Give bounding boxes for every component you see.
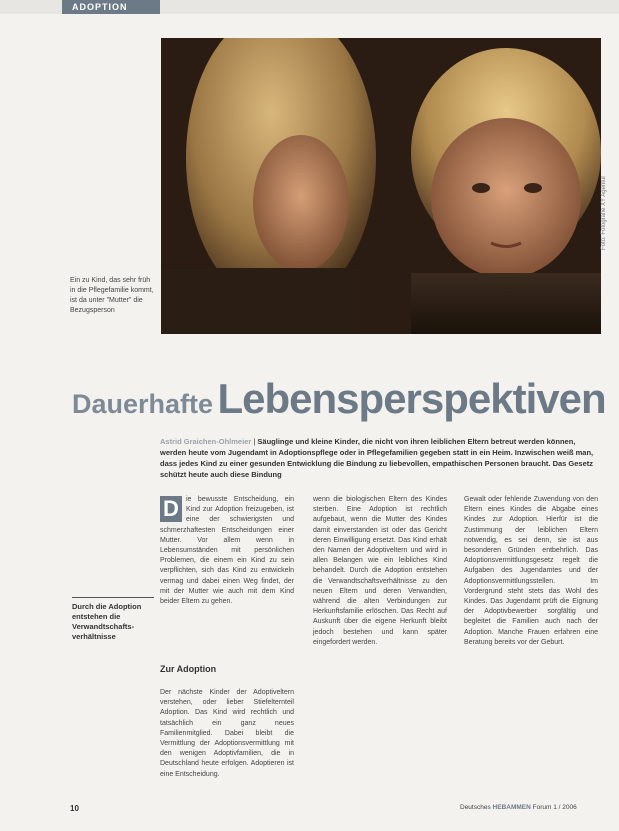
article-intro — [160, 436, 598, 480]
body-column-2: wenn die biologischen Eltern des Kindes sterben. Eine Adoption ist rechtlich aufgebaut, wenn die Mutter des Kindes damit einverstanden ist oder das Gericht deren Einwilligung ersetzt. Das Kind erhält den Namen der Adoptiveltern und wird in allen Belangen wie ein leibliches Kind behandelt. Durch die Adoption entstehen die Verwandtschaftsverhältnisse zu den neuen Eltern und deren Verwandten, während die alten Verbindungen zur Herkunftsfamilie erlöschen. Das Recht auf Auskunft über die eigene Herkunft bleibt jedoch bestehen und kann später eingefordert werden. — [313, 496, 447, 646]
top-bar — [0, 0, 619, 14]
magazine-footer — [460, 804, 577, 811]
body-column-1 — [160, 495, 294, 607]
photo-illustration — [161, 38, 601, 334]
drop-cap: D — [160, 496, 182, 522]
intro-separator: | — [253, 437, 258, 446]
magazine-brand: HEBAMMEN — [492, 804, 531, 811]
article-headline — [72, 375, 606, 422]
hero-photo — [161, 38, 601, 334]
headline-part1: Dauerhafte — [72, 389, 214, 419]
photo-caption: Ein zu Kind, das sehr früh in die Pflegefamilie kommt, ist da unter "Mutter" die Bezugsperson — [70, 277, 154, 314]
intro-lead: Säuglinge und kleine Kinder, die nicht von ihren leiblichen Eltern betreut werden können, werden heute vom Jugendamt in Adoptionspflege oder in Pflegefamilien gegeben statt in ein Heim. Inzwischen weiß man, dass jedes Kind zu einer gesunden Entwicklung die Bindung zu liebevollen, empathischen Personen braucht. Das Gesetz schützt heute auch diese Bindung — [160, 437, 594, 479]
body-column-3: Gewalt oder fehlende Zuwendung von den Eltern eines Kindes die Abgabe eines Kindes zur Adoption. Hierfür ist die Zustimmung der leiblichen Eltern notwendig, es sei denn, sie ist aus besonderen Gründen entbehrlich. Das Adoptionsvermittlungsgesetz regelt die Aufgaben des Jugendamtes und der Adoptionsvermittlungsstellen. Im Vordergrund steht stets das Wohl des Kindes. Das Jugendamt prüft die Eignung der Adoptivbewerber sorgfältig und begleitet die Familien auch nach der Adoption. Manche Frauen erfahren eine Beratung bereits vor der Geburt. — [464, 496, 598, 646]
body-column-1-continued: Der nächste Kinder der Adoptiveltern verstehen, oder lieber Stiefelternteil Adoption. Das Kind wird rechtlich und tatsächlich ein ganz neues Familienmitglied. Dabei bleibt die Vermittlung der Adoptionsvermittlung mit den wenigen Adoptivfamilien, die in Deutschland heute erfolgen. Adoptieren ist eine Entscheidung. — [160, 689, 294, 778]
page-number: 10 — [70, 804, 79, 813]
magazine-prefix: Deutsches — [460, 804, 491, 811]
section-tag: ADOPTION — [62, 0, 160, 14]
headline-part2: Lebensperspektiven — [217, 375, 606, 422]
side-quote: Durch die Adoption entstehen die Verwandtschafts-verhältnisse — [72, 597, 154, 642]
magazine-suffix: Forum 1 / 2006 — [532, 804, 577, 811]
body-column-1-text: ie bewusste Entscheidung, ein Kind zur Adoption freizugeben, ist eine der schwierigsten und schmerzhaftesten Entscheidungen einer Mutter. Vor allem wenn in Lebensumständen mit persönlichen Problemen, die einem ein Kind zu sein verpflichten, sich das Kind zu entwickeln vermag und dabei einen Weg findet, der mit der Mutter wie auch mit dem Kind beider Eltern zu gehen. — [160, 496, 294, 606]
photo-credit: Foto: Fotografie XY Agentur — [601, 175, 607, 250]
author-name: Astrid Graichen-Ohlmeier — [160, 437, 252, 446]
subheading-zur-adoption: Zur Adoption — [160, 664, 217, 674]
